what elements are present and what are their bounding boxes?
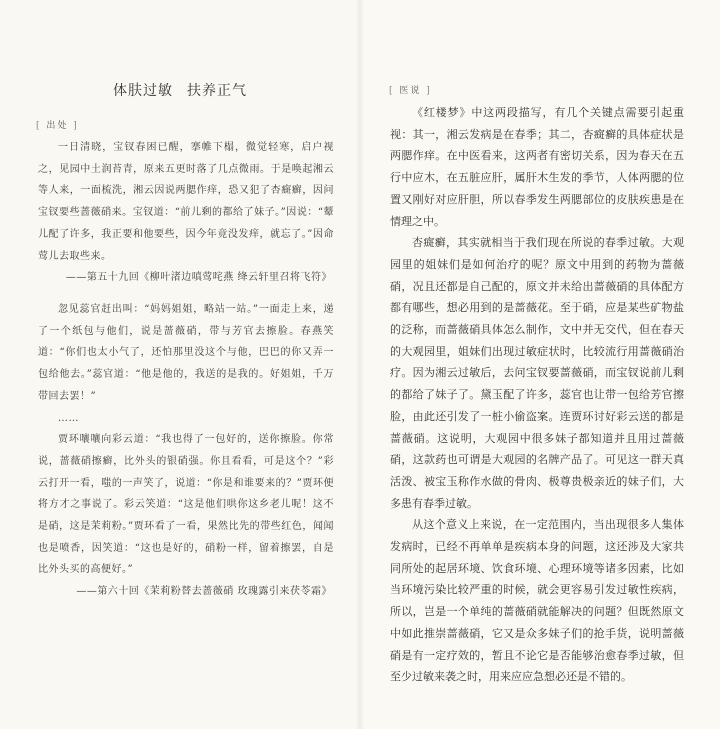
section-tag-commentary-label: 医说 (399, 86, 422, 96)
excerpt-paragraph-1: 一日清晓，宝钗春困已醒，搴帷下榻，微觉轻寒，启户视之，见园中土润苔青，原来五更时落了几点微雨。于是唤起湘云等人来，一面梳洗，湘云因说两腮作痒，恐又犯了杏癍癣，因问宝钗要些蔷薇硝来。宝钗道：“前儿剩的都给了妹子。”因说：“颦儿配了许多，我正要和他要些，因今年竟没发痒，就忘了。”因命莺儿去取些来。 (38, 142, 334, 262)
excerpt-source-1: ——第五十九回《柳叶渚边嗔莺咤燕 绛云轩里召将飞符》 (65, 272, 332, 284)
section-tag-source (36, 118, 79, 131)
bracket-close-icon: ] (73, 121, 79, 131)
title-part-1: 体肤过敏 (113, 83, 173, 99)
page-title (0, 80, 360, 100)
bracket-close-icon: ] (426, 86, 432, 96)
bracket-open-icon: [ (36, 121, 42, 131)
section-tag-commentary (389, 83, 432, 96)
excerpt-block-2 (38, 299, 334, 603)
commentary-paragraph-2: 杏癍癣，其实就相当于我们现在所说的春季过敏。大观园里的姐妹们是如何治疗的呢？原文中用到的药物为蔷薇硝，况且还都是自己配的，原文并未给出蔷薇硝的具体配方都有哪些，想必用到的是蔷薇花。至于硝，应是某些矿物盐的泛称，而蔷薇硝具体怎么制作，文中并无交代，但在春天的大观园里，姐妹们出现过敏症状时，比较流行用蔷薇硝治疗。因为湘云过敏后，去问宝钗要蔷薇硝，而宝钗说前儿剩的都给了妹子了。黛玉配了许多，蕊官也让带一包给芳官擦脸，由此还引发了一桩小偷盗案。连贾环讨好彩云送的都是蔷薇硝。这说明，大观园中很多妹子都知道并且用过蔷薇硝，这款药也可谓是大观园的名牌产品了。可见这一群天真活泼、被宝玉称作水做的骨肉、极尊贵极亲近的妹子们，大多患有春季过敏。 (390, 236, 684, 510)
commentary-block (390, 102, 684, 688)
excerpt-source-2: ——第六十回《茉莉粉替去蔷薇硝 玫瑰露引来茯苓霜》 (76, 586, 332, 598)
excerpt-paragraph-2: 忽见蕊官赶出叫：“妈妈姐姐，略站一站。”一面走上来，递了一个纸包与他们，说是蔷薇硝，带与芳官去擦脸。春燕笑道：“你们也太小气了，还怕那里没这个与他，巴巴的你又弄一包给他去。”蕊官道：“他是他的，我送的是我的。好姐姐，千万带回去罢！” (38, 304, 334, 402)
excerpt-ellipsis: …… (58, 412, 79, 424)
commentary-paragraph-3: 从这个意义上来说，在一定范围内，当出现很多人集体发病时，已经不再单单是疾病本身的问题，这还涉及大家共同所处的起居环境、饮食环境、心理环境等诸多因素，比如当环境污染比较严重的时候，就会更容易引发过敏性疾病，所以，岂是一个单纯的蔷薇硝就能解决的问题？但既然原文中如此推崇蔷薇硝，它又是众多妹子们的抢手货，说明蔷薇硝是有一定疗效的，暂且不论它是否能够治愈春季过敏，但至少过敏来袭之时，用来应应急想必还是不错的。 (390, 518, 684, 684)
excerpt-block-1 (38, 137, 334, 289)
bracket-open-icon: [ (389, 86, 395, 96)
commentary-paragraph-1: 《红楼梦》中这两段描写，有几个关键点需要引起重视：其一，湘云发病是在春季；其二，杏癍癣的具体症状是两腮作痒。在中医看来，这两者有密切关系，因为春天在五行中应木，在五脏应肝，属肝木生发的季节，人体两腮的位置又刚好对应肝胆，所以春季发生两腮部位的皮肤疾患是在情理之中。 (390, 106, 684, 228)
excerpt-paragraph-3: 贾环嚷嚷向彩云道：“我也得了一包好的，送你擦脸。你常说，蔷薇硝擦癣，比外头的银硝强。你且看看，可是这个？”彩云打开一看，嗤的一声笑了，说道：“你是和谁要来的？”贾环便将方才之事说了。彩云笑道：“这是他们哄你这乡老儿呢！这不是硝，这是茉莉粉。”贾环看了一看，果然比先的带些红色，闻闻也是喷香，因笑道：“这也是好的，硝粉一样，留着擦罢，自是比外头买的高便好。” (38, 434, 334, 576)
title-part-2: 扶养正气 (187, 83, 247, 99)
section-tag-source-label: 出处 (46, 121, 69, 131)
book-gutter (356, 0, 364, 729)
